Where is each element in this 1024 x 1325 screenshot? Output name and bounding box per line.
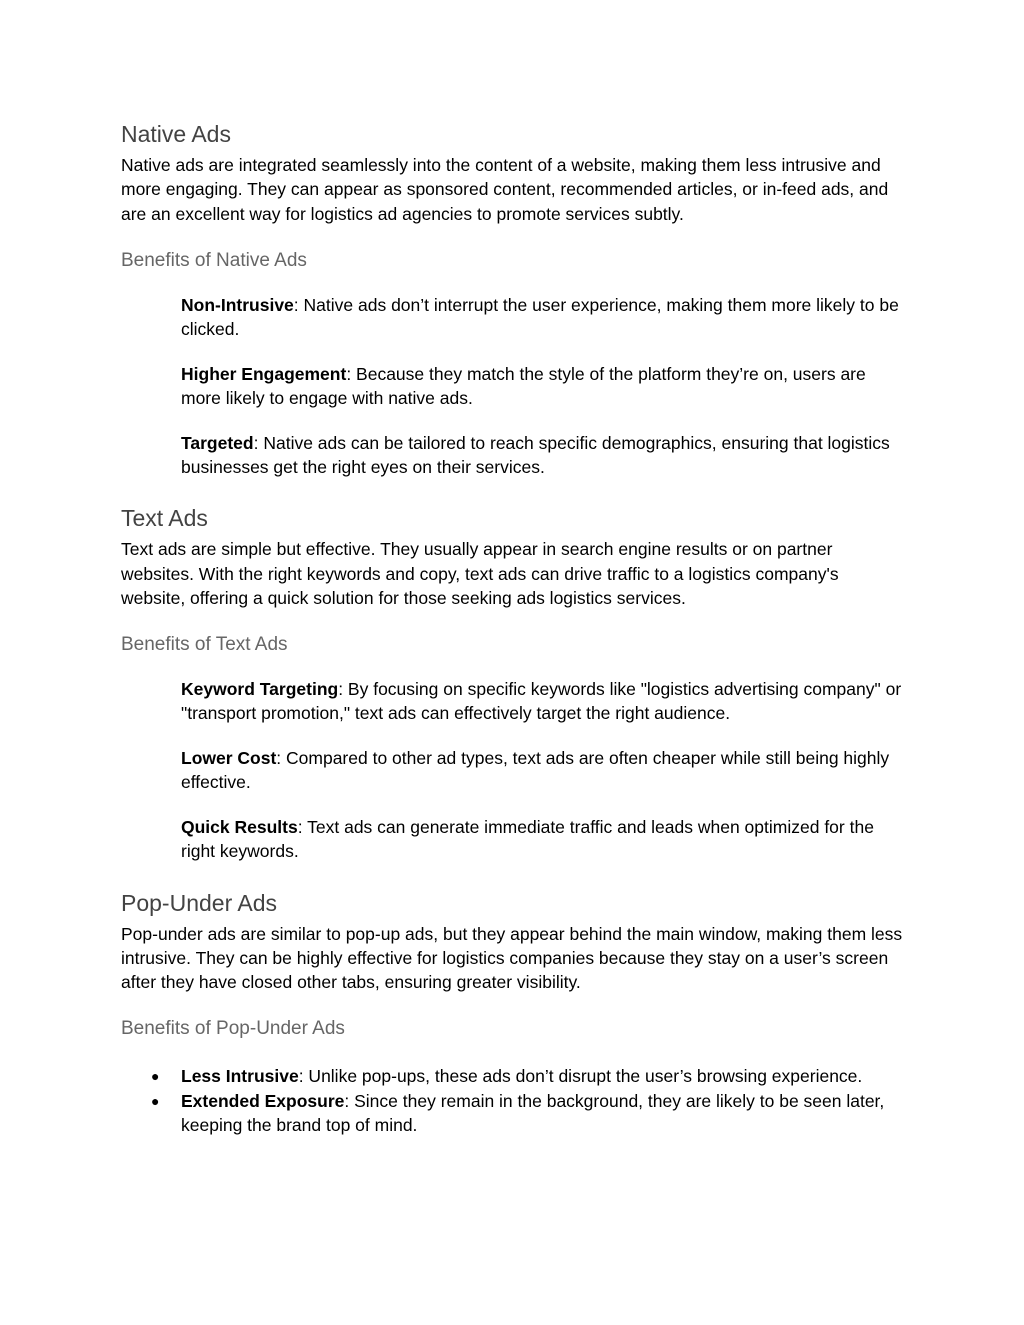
benefit-term: Targeted: [181, 432, 254, 453]
benefit-item: [181, 431, 906, 480]
benefit-text: : Since they remain in the background, they are likely to be seen later, keeping the brand top of mind.: [181, 1090, 885, 1136]
bullet-item: [121, 1089, 906, 1138]
benefit-item: [181, 815, 906, 864]
section-paragraph: Text ads are simple but effective. They usually appear in search engine results or on partner websites. With the right keywords and copy, text ads can drive traffic to a logistics company's website, offering a quick solution for those seeking ads logistics services.: [121, 539, 839, 608]
benefit-item: [181, 362, 906, 411]
benefit-text: : Text ads can generate immediate traffic and leads when optimized for the right keywords.: [181, 816, 874, 862]
benefit-item: [181, 746, 906, 795]
section-heading: Text Ads: [121, 505, 208, 532]
benefit-text: : Because they match the style of the platform they’re on, users are more likely to engage with native ads.: [181, 363, 866, 409]
bullet-dot-icon: ●: [151, 1092, 160, 1109]
benefit-term: Higher Engagement: [181, 363, 347, 384]
benefit-item: [181, 677, 906, 726]
benefits-list: [181, 677, 906, 863]
benefit-term: Lower Cost: [181, 748, 277, 769]
section-heading: Native Ads: [121, 121, 231, 147]
benefit-term: Less Intrusive: [181, 1066, 299, 1087]
benefit-text: : Native ads don’t interrupt the user experience, making them more likely to be clicked.: [181, 294, 899, 340]
benefit-text: : Unlike pop-ups, these ads don’t disrupt the user’s browsing experience.: [298, 1066, 863, 1087]
section-text-ads: [121, 502, 906, 863]
benefits-list: [181, 293, 906, 479]
benefit-text: : By focusing on specific keywords like "logistics advertising company" or "transport promotion," text ads can effectively target the right audience.: [181, 679, 902, 724]
section-subheading: Benefits of Native Ads: [121, 249, 307, 271]
benefit-text: : Native ads can be tailored to reach specific demographics, ensuring that logistics businesses get the right eyes on their services.: [181, 432, 890, 477]
section-paragraph: Native ads are integrated seamlessly into the content of a website, making them less intrusive and more engaging. They can appear as sponsored content, recommended articles, or in-feed ads, and are an excellent way for logistics ad agencies to promote services subtly.: [121, 155, 889, 224]
benefit-term: Extended Exposure: [181, 1090, 345, 1111]
section-native-ads: [121, 118, 906, 479]
benefit-term: Keyword Targeting: [181, 679, 339, 700]
section-paragraph: Pop-under ads are similar to pop-up ads, but they appear behind the main window, making them less intrusive. They can be highly effective for logistics companies because they stay on a user’s screen after they have closed other tabs, ensuring greater visibility.: [121, 923, 903, 993]
benefit-term: Quick Results: [181, 816, 298, 837]
section-subheading: Benefits of Pop-Under Ads: [121, 1018, 345, 1040]
benefit-text: : Compared to other ad types, text ads are often cheaper while still being highly effective.: [181, 748, 890, 793]
benefit-item: [181, 293, 906, 342]
section-pop-under-ads: [121, 887, 906, 1138]
bullet-dot-icon: ●: [151, 1068, 160, 1085]
document-page: [121, 118, 906, 1160]
section-subheading: Benefits of Text Ads: [121, 634, 288, 656]
bullet-item: [121, 1064, 906, 1088]
bullet-list: [121, 1064, 906, 1137]
benefit-term: Non-Intrusive: [181, 294, 294, 315]
section-heading: Pop-Under Ads: [121, 889, 277, 916]
